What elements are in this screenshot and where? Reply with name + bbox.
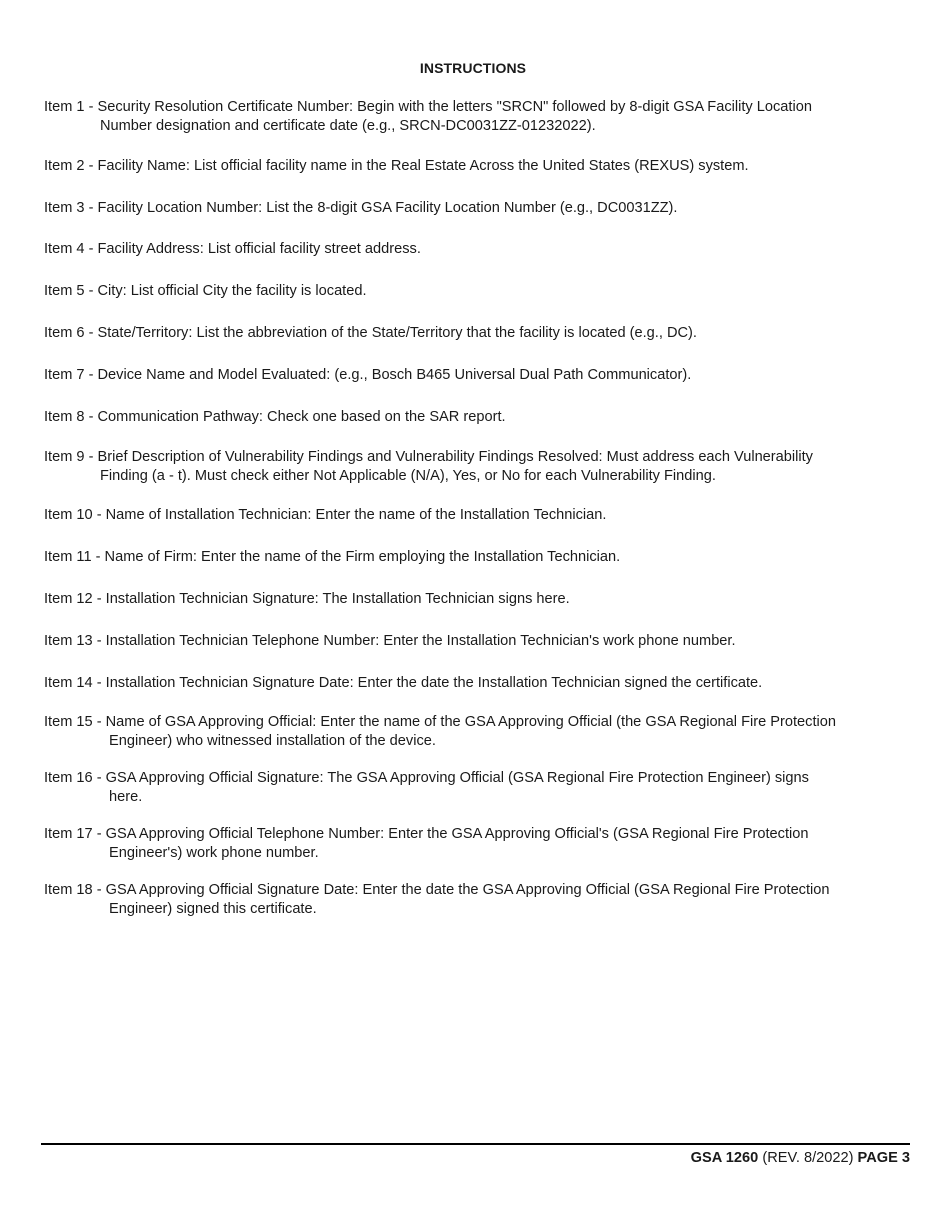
page-title: INSTRUCTIONS (419, 60, 527, 76)
instruction-text: Item 18 - GSA Approving Official Signature Date: Enter the date the GSA Approving Official (GSA Regional Fire Protection (44, 882, 830, 898)
form-revision: (REV. 8/2022) (762, 1150, 854, 1166)
instruction-item-14 (44, 674, 762, 693)
instruction-continuation: Engineer's) work phone number. (109, 845, 319, 861)
instruction-text: Item 3 - Facility Location Number: List the 8-digit GSA Facility Location Number (e.g., DC0031ZZ). (44, 200, 678, 216)
instruction-item-4 (44, 240, 421, 259)
instruction-item-18 (44, 881, 830, 919)
footer-divider (41, 1143, 910, 1145)
instruction-continuation: Number designation and certificate date (e.g., SRCN-DC0031ZZ-01232022). (100, 118, 596, 134)
instruction-text: Item 15 - Name of GSA Approving Official: Enter the name of the GSA Approving Official (the GSA Regional Fire Protection (44, 714, 836, 730)
instruction-item-8 (44, 408, 506, 427)
instruction-item-5 (44, 282, 367, 301)
instruction-continuation: Engineer) who witnessed installation of the device. (109, 733, 436, 749)
instruction-text: Item 1 - Security Resolution Certificate Number: Begin with the letters "SRCN" followed by 8-digit GSA Facility Location (44, 99, 812, 115)
instruction-item-6 (44, 324, 697, 343)
instruction-continuation: Finding (a - t). Must check either Not Applicable (N/A), Yes, or No for each Vulnerability Finding. (100, 468, 716, 484)
instruction-text: Item 5 - City: List official City the facility is located. (44, 283, 367, 299)
instruction-item-3 (44, 199, 677, 218)
page-number: PAGE 3 (857, 1150, 910, 1166)
instruction-item-10 (44, 506, 606, 525)
instruction-item-1 (44, 98, 812, 136)
instruction-item-12 (44, 590, 570, 609)
instruction-item-7 (44, 366, 691, 385)
instruction-text: Item 6 - State/Territory: List the abbreviation of the State/Territory that the facility is located (e.g., DC). (44, 325, 697, 341)
instruction-text: Item 8 - Communication Pathway: Check one based on the SAR report. (44, 409, 506, 425)
instruction-item-15 (44, 713, 836, 751)
instruction-text: Item 17 - GSA Approving Official Telephone Number: Enter the GSA Approving Official's (GSA Regional Fire Protection (44, 826, 809, 842)
instruction-item-16 (44, 769, 809, 807)
instruction-text: Item 2 - Facility Name: List official facility name in the Real Estate Across the United States (REXUS) system. (44, 158, 749, 174)
instruction-text: Item 11 - Name of Firm: Enter the name of the Firm employing the Installation Technician. (44, 549, 621, 565)
instruction-text: Item 12 - Installation Technician Signature: The Installation Technician signs here. (44, 591, 570, 607)
instruction-item-17 (44, 825, 809, 863)
instruction-text: Item 13 - Installation Technician Telephone Number: Enter the Installation Technician's work phone number. (44, 633, 736, 649)
instruction-text: Item 16 - GSA Approving Official Signature: The GSA Approving Official (GSA Regional Fire Protection Engineer) signs (44, 770, 809, 786)
instruction-item-13 (44, 632, 736, 651)
form-number: GSA 1260 (690, 1150, 759, 1166)
instruction-continuation: here. (109, 789, 143, 805)
instruction-item-2 (44, 157, 749, 176)
form-footer (691, 1150, 910, 1166)
instruction-continuation: Engineer) signed this certificate. (109, 901, 317, 917)
instruction-item-11 (44, 548, 620, 567)
instruction-item-9 (44, 448, 813, 486)
instruction-text: Item 9 - Brief Description of Vulnerability Findings and Vulnerability Findings Resolved: Must address each Vulnerability (44, 449, 813, 465)
instruction-text: Item 14 - Installation Technician Signature Date: Enter the date the Installation Technician signed the certificate. (44, 675, 763, 691)
instruction-text: Item 4 - Facility Address: List official facility street address. (44, 241, 421, 257)
instruction-text: Item 7 - Device Name and Model Evaluated: (e.g., Bosch B465 Universal Dual Path Communicator). (44, 367, 692, 383)
instruction-text: Item 10 - Name of Installation Technician: Enter the name of the Installation Technician. (44, 507, 607, 523)
